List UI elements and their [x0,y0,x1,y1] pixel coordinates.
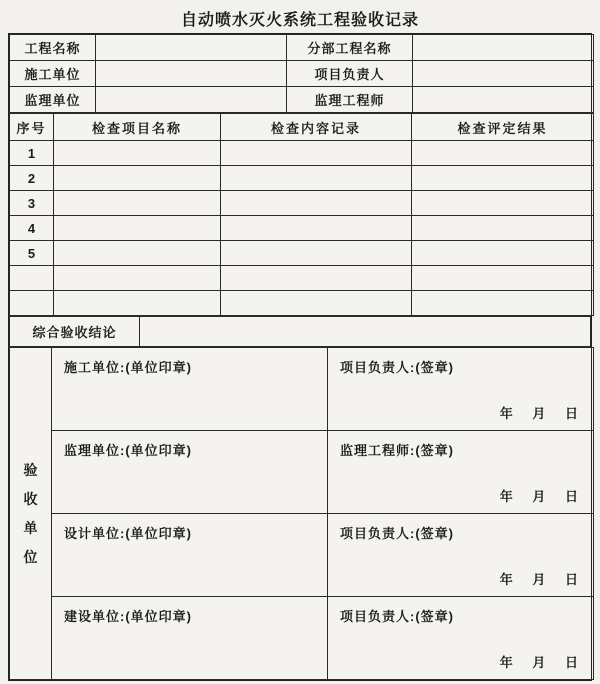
inspection-row-1 [10,141,594,166]
item-name-cell [54,191,221,216]
construction-manager-sign-cell [328,348,594,431]
owner-manager-sign-label: 项目负责人:(签章) [340,609,454,624]
sub-project-name-value-cell [413,35,594,61]
supervision-unit-value-cell [96,87,287,113]
date-year-month-day: 年 月 日 [499,406,579,421]
info-row-supervisor [10,87,594,113]
col-header-content-record: 检查内容记录 [221,114,412,141]
construction-unit-label: 施工单位 [10,61,96,87]
date-year-month-day: 年 月 日 [499,572,579,587]
inspection-table [9,113,594,316]
project-name-label: 工程名称 [10,35,96,61]
item-name-cell [54,166,221,191]
project-name-value-cell [96,35,287,61]
inspection-row-blank-1 [10,266,594,291]
date-year-month-day: 年 月 日 [499,489,579,504]
supervision-unit-label: 监理单位 [10,87,96,113]
result-cell [412,166,594,191]
acceptance-record-form [8,33,592,681]
supervision-unit-seal-cell [52,431,328,514]
owner-manager-sign-cell [328,597,594,680]
page-title: 自动喷水灭火系统工程验收记录 [180,12,419,29]
inspection-row-blank-2 [10,291,594,316]
inspection-header-row [10,114,594,141]
serial-cell: 3 [10,191,54,216]
project-manager-label: 项目负责人 [287,61,413,87]
col-header-item-name: 检查项目名称 [54,114,221,141]
item-name-cell [54,216,221,241]
content-record-cell [221,241,412,266]
serial-cell: 5 [10,241,54,266]
signature-row-construction [10,348,594,431]
supervision-engineer-sign-cell [328,431,594,514]
design-manager-sign-cell [328,514,594,597]
serial-cell: 1 [10,141,54,166]
serial-cell: 2 [10,166,54,191]
result-cell [412,291,594,316]
content-record-cell [221,166,412,191]
conclusion-row [10,317,591,347]
design-unit-seal-cell [52,514,328,597]
serial-cell [10,266,54,291]
result-cell [412,141,594,166]
signature-row-design [10,514,594,597]
content-record-cell [221,266,412,291]
project-info-table [9,34,594,113]
inspection-row-5 [10,241,594,266]
conclusion-label: 综合验收结论 [10,317,140,347]
result-cell [412,216,594,241]
construction-manager-sign-label: 项目负责人:(签章) [340,360,454,375]
supervision-engineer-label: 监理工程师 [287,87,413,113]
result-cell [412,241,594,266]
signature-row-supervision [10,431,594,514]
item-name-cell [54,266,221,291]
result-cell [412,191,594,216]
col-header-result: 检查评定结果 [412,114,594,141]
item-name-cell [54,141,221,166]
acceptance-unit-vertical-label: 验收单位 [23,461,38,565]
content-record-cell [221,291,412,316]
serial-cell [10,291,54,316]
signature-row-owner [10,597,594,680]
owner-unit-seal-label: 建设单位:(单位印章) [64,609,192,624]
acceptance-unit-side-cell [10,348,52,680]
content-record-cell [221,216,412,241]
inspection-row-4 [10,216,594,241]
item-name-cell [54,241,221,266]
supervision-engineer-sign-label: 监理工程师:(签章) [340,443,454,458]
content-record-cell [221,141,412,166]
construction-unit-seal-label: 施工单位:(单位印章) [64,360,192,375]
supervision-engineer-value-cell [413,87,594,113]
construction-unit-seal-cell [52,348,328,431]
info-row-project [10,35,594,61]
construction-unit-value-cell [96,61,287,87]
design-unit-seal-label: 设计单位:(单位印章) [64,526,192,541]
col-header-serial: 序号 [10,114,54,141]
project-manager-value-cell [413,61,594,87]
conclusion-value-cell [140,317,591,347]
content-record-cell [221,191,412,216]
inspection-row-2 [10,166,594,191]
serial-cell: 4 [10,216,54,241]
date-year-month-day: 年 月 日 [499,655,579,670]
supervision-unit-seal-label: 监理单位:(单位印章) [64,443,192,458]
conclusion-section [9,316,591,347]
result-cell [412,266,594,291]
info-row-contractor [10,61,594,87]
acceptance-signature-section [9,347,594,680]
item-name-cell [54,291,221,316]
sub-project-name-label: 分部工程名称 [287,35,413,61]
inspection-row-3 [10,191,594,216]
design-manager-sign-label: 项目负责人:(签章) [340,526,454,541]
owner-unit-seal-cell [52,597,328,680]
